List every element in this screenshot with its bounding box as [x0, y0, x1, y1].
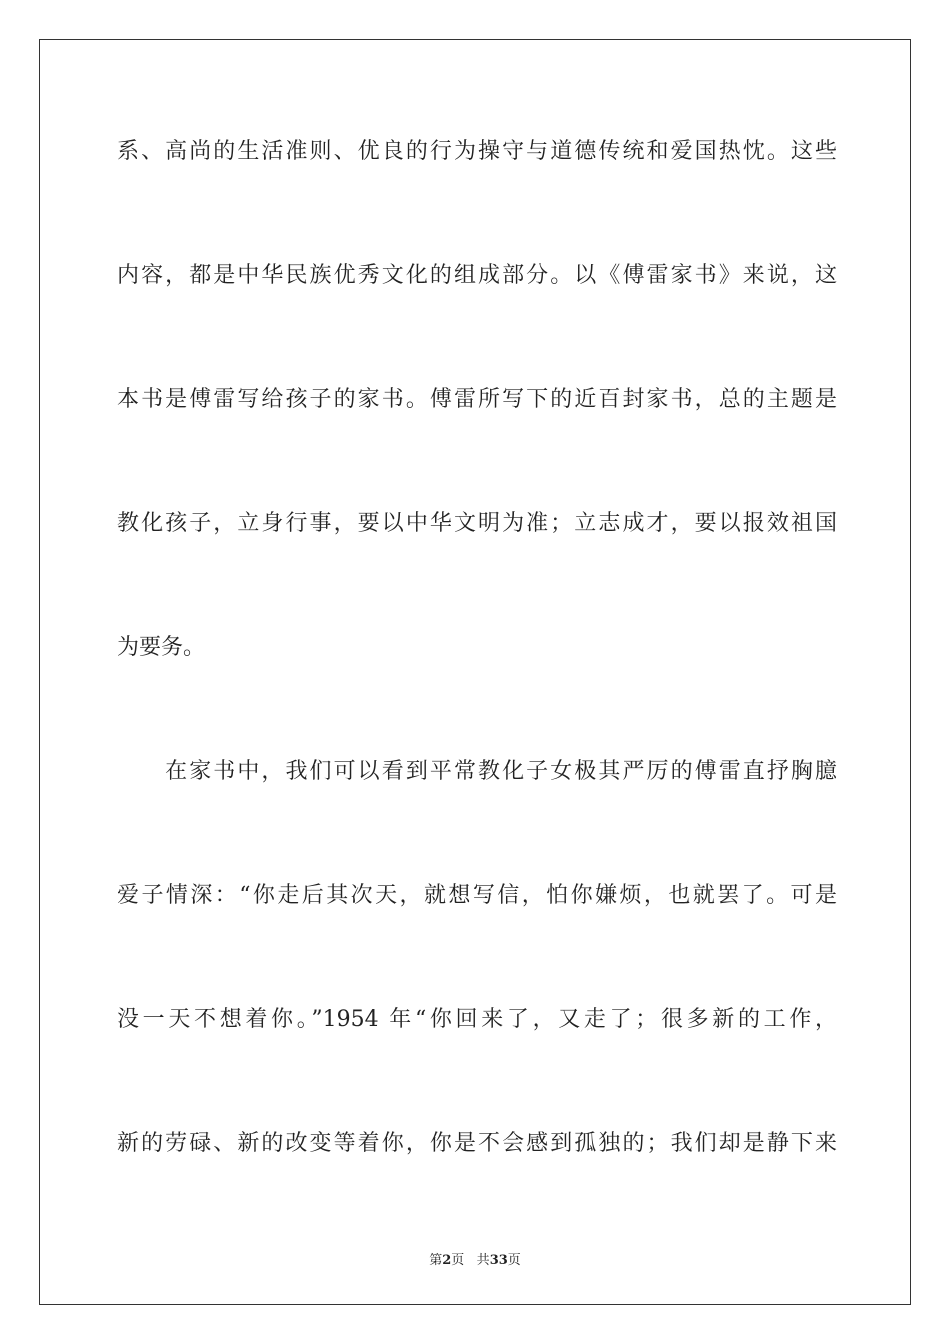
current-page-number: 2 — [442, 1253, 452, 1268]
footer-total-prefix: 共 — [476, 1253, 490, 1268]
text-line-9: 新的劳碌、新的改变等着你，你是不会感到孤独的；我们却是静下来 — [117, 1131, 837, 1156]
page-border — [39, 39, 911, 1305]
page-footer — [0, 1249, 950, 1268]
text-line-7: 爱子情深：“你走后其次天，就想写信，怕你嫌烦，也就罢了。可是 — [117, 883, 837, 908]
text-line-3: 本书是傅雷写给孩子的家书。傅雷所写下的近百封家书，总的主题是 — [117, 387, 837, 412]
text-line-4: 教化孩子，立身行事，要以中华文明为准；立志成才，要以报效祖国 — [117, 511, 837, 536]
footer-prefix: 第 — [429, 1253, 443, 1268]
total-page-count: 33 — [489, 1253, 508, 1268]
text-line-8: 没一天不想着你。”1954 年“你回来了，又走了；很多新的工作， — [117, 1007, 837, 1032]
footer-page-suffix: 页 — [451, 1253, 465, 1268]
text-line-2: 内容，都是中华民族优秀文化的组成部分。以《傅雷家书》来说，这 — [117, 263, 837, 288]
text-line-1: 系、高尚的生活准则、优良的行为操守与道德传统和爱国热忱。这些 — [117, 139, 837, 164]
footer-total-suffix: 页 — [507, 1253, 521, 1268]
text-line-6: 在家书中，我们可以看到平常教化子女极其严厉的傅雷直抒胸臆 — [117, 759, 837, 784]
text-line-5: 为要务。 — [117, 635, 206, 660]
